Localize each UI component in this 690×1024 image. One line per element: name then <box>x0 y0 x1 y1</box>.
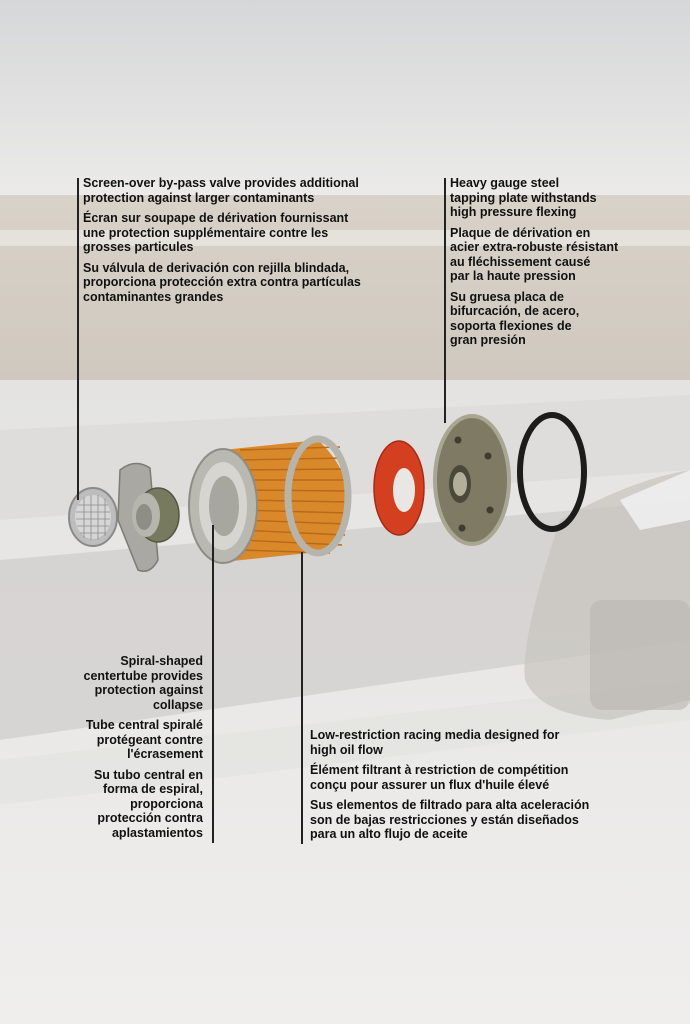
red-gasket-part <box>374 441 424 535</box>
bypass-valve-leader-line <box>77 178 79 500</box>
tapping-plate-text-fr: Plaque de dérivation en acier extra-robuste résistant au fléchissement causé par la haute pression <box>450 225 619 283</box>
bypass-valve-text-en: Screen-over by-pass valve provides additional protection against larger contaminants <box>83 176 359 205</box>
centertube-text-fr: Tube central spiralé protégeant contre l'écrasement <box>85 718 203 761</box>
tapping-plate-text-en: Heavy gauge steel tapping plate withstands high pressure flexing <box>450 176 597 219</box>
racing-media-leader-line <box>301 552 303 844</box>
tapping-plate-callout <box>450 176 650 354</box>
bypass-valve-text-fr: Écran sur soupape de dérivation fournissant une protection supplémentaire contre les grosses particules <box>83 211 349 254</box>
centertube-text-es: Su tubo central en forma de espiral, proporciona protección contra aplastamientos <box>93 767 203 840</box>
racing-media-callout <box>310 728 620 848</box>
racing-media-text-en: Low-restriction racing media designed for high oil flow <box>310 728 560 757</box>
bypass-valve-text-es: Su válvula de derivación con rejilla blindada, proporciona protección extra contra partículas contaminantes grandes <box>83 260 361 304</box>
centertube-text-en: Spiral-shaped centertube provides protection against collapse <box>83 654 203 712</box>
centertube-leader-line <box>212 525 214 843</box>
tapping-plate-leader-line <box>444 178 446 423</box>
racing-media-text-es: Sus elementos de filtrado para alta aceleración son de bajas restricciones y están diseñados para un alto flujo de aceite <box>310 798 590 841</box>
tapping-plate-part <box>435 416 509 544</box>
racing-media-text-fr: Élément filtrant à restriction de compétition conçu pour assurer un flux d'huile élevé <box>310 763 569 792</box>
bypass-valve-part <box>118 463 179 571</box>
centertube-callout <box>60 654 203 846</box>
o-ring-part <box>520 415 584 529</box>
tapping-plate-text-es: Su gruesa placa de bifurcación, de acero, soporta flexiones de gran presión <box>450 289 580 347</box>
bypass-valve-callout <box>83 176 383 310</box>
